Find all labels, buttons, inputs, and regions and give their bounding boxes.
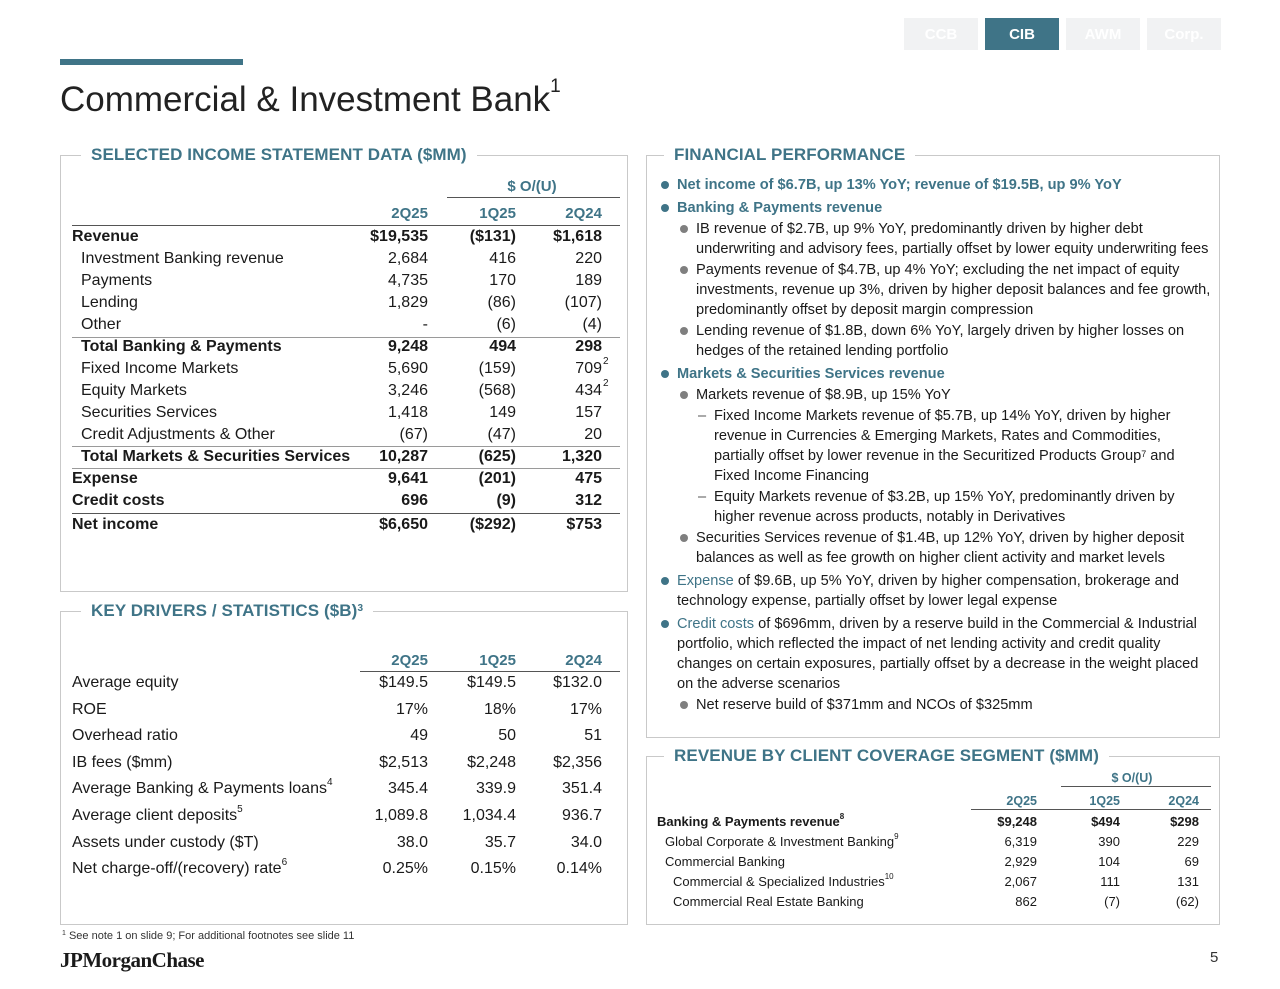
income-row-value: 220 <box>575 250 602 267</box>
income-row-value: (4) <box>582 316 602 333</box>
income-row <box>72 228 620 250</box>
income-statement-panel <box>60 145 628 592</box>
financial-performance-bullets <box>660 175 1212 715</box>
income-row-note: 2 <box>603 378 609 389</box>
driver-row <box>72 754 620 776</box>
driver-row-value: $2,248 <box>467 753 516 771</box>
page-title-note: 1 <box>550 76 561 97</box>
drivers-col-1q25: 1Q25 <box>479 652 516 669</box>
client-row-value: 131 <box>1177 874 1199 889</box>
client-row-label-text: Banking & Payments revenue <box>657 814 840 829</box>
client-row <box>657 834 1213 852</box>
fixed-income-text: Fixed Income Markets revenue of $5.7B, up 14% YoY, driven by higher revenue in Currencies & Emerging Markets, Rates and Commodities, partially offset by lower revenue in the Securitized Products Group <box>714 408 1171 464</box>
income-row <box>72 426 620 448</box>
driver-row <box>72 701 620 723</box>
income-row-value: 149 <box>489 404 516 421</box>
driver-row-value: $2,513 <box>379 753 428 771</box>
fixed-income-text-end: and Fixed Income Financing <box>714 448 1175 484</box>
driver-row-label <box>72 674 178 692</box>
income-row-label: Lending <box>81 294 138 311</box>
client-row-value: 6,319 <box>1004 834 1037 849</box>
bullet-equity-markets: – Equity Markets revenue of $3.2B, up 15% YoY, predominantly driven by higher revenue across products, notably in Derivatives <box>660 487 1212 527</box>
title-accent-bar <box>60 59 243 65</box>
expense-label: Expense <box>677 573 734 589</box>
client-row-label-text: Commercial Real Estate Banking <box>673 894 864 909</box>
driver-row-value: 1,089.8 <box>374 807 428 824</box>
income-statement-heading: SELECTED INCOME STATEMENT DATA ($MM) <box>81 145 477 165</box>
income-row-label: Securities Services <box>81 404 218 421</box>
income-row-value: (67) <box>399 426 428 443</box>
driver-row-value: $2,356 <box>553 753 602 771</box>
driver-row-note: 5 <box>237 804 243 815</box>
income-row-label: Payments <box>81 272 153 289</box>
income-row-value: 9,641 <box>387 470 428 487</box>
income-statement-table <box>72 176 620 546</box>
tab-awm[interactable]: AWM <box>1066 18 1140 50</box>
driver-row <box>72 834 620 856</box>
income-row <box>72 516 620 538</box>
income-row <box>72 356 620 382</box>
income-header-rule <box>72 225 620 226</box>
income-row-value: (9) <box>496 492 516 509</box>
driver-row-value: 49 <box>410 727 428 745</box>
client-row-label-text: Commercial & Specialized Industries <box>673 874 885 889</box>
income-row-value: 5,690 <box>387 360 428 377</box>
driver-row-label-text: Average equity <box>72 674 179 691</box>
income-row <box>72 378 620 404</box>
income-row-value: 709 <box>575 360 602 377</box>
tab-corp[interactable]: Corp. <box>1147 18 1221 50</box>
key-drivers-table <box>72 650 620 920</box>
client-row-value: 111 <box>1100 874 1120 889</box>
tab-cib[interactable]: CIB <box>985 18 1059 50</box>
income-row-value: (86) <box>487 294 516 311</box>
page-title <box>60 76 561 120</box>
income-row-value: 2,684 <box>387 250 428 267</box>
credit-costs-text: of $696mm, driven by a reserve build in the Commercial & Industrial portfolio, which reflected the impact of net lending activity and credit quality changes on certain exposures, partially offset by a decrease in the weight placed on the adverse scenarios <box>677 616 1199 692</box>
driver-row-value: 50 <box>498 727 516 745</box>
bullet-credit-costs <box>660 614 1212 694</box>
income-row-value: (47) <box>487 426 516 443</box>
page-title-text: Commercial & Investment Bank <box>60 80 551 119</box>
income-row <box>72 316 620 338</box>
client-row-value: 69 <box>1184 854 1199 869</box>
driver-row-value: 0.14% <box>556 860 602 878</box>
driver-row <box>72 857 620 882</box>
client-row <box>657 874 1213 892</box>
bullet-banking-payments: Banking & Payments revenue <box>660 198 1212 218</box>
driver-row <box>72 777 620 802</box>
bullet-markets-securities: Markets & Securities Services revenue <box>660 364 1212 384</box>
income-group-header: $ O/(U) <box>507 178 557 195</box>
client-row <box>657 894 1213 912</box>
income-row-value: 434 <box>575 382 602 399</box>
client-row-value: $494 <box>1091 814 1120 829</box>
bullet-lending-revenue: Lending revenue of $1.8B, down 6% YoY, largely driven by higher losses on hedges of the retained lending portfolio <box>660 321 1212 361</box>
driver-row-value: 936.7 <box>561 807 602 824</box>
client-row-value: (62) <box>1175 894 1199 909</box>
bullet-expense <box>660 571 1212 611</box>
client-coverage-panel <box>646 746 1220 925</box>
income-row-label: Total Banking & Payments <box>81 338 282 355</box>
income-group-rule <box>447 197 620 198</box>
income-row-value: ($292) <box>469 516 516 533</box>
key-drivers-heading-note: 3 <box>357 603 364 614</box>
bullet-payments-revenue: Payments revenue of $4.7B, up 4% YoY; excluding the net impact of equity investments, revenue up 3%, driven by higher deposit balances and fee growth, predominantly offset by deposit margin compression <box>660 260 1212 320</box>
driver-row <box>72 674 620 696</box>
tab-ccb[interactable]: CCB <box>904 18 978 50</box>
income-row <box>72 338 620 360</box>
driver-row-value: $132.0 <box>553 674 602 691</box>
driver-row-value: 0.25% <box>382 860 428 878</box>
income-row-label: Fixed Income Markets <box>81 360 239 377</box>
income-row-label: Other <box>81 316 122 333</box>
bullet-ib-revenue: IB revenue of $2.7B, up 9% YoY, predominantly driven by higher debt underwriting and advisory fees, partially offset by lower equity underwriting fees <box>660 219 1212 259</box>
client-row-note: 9 <box>894 832 899 841</box>
client-row-label <box>673 874 894 889</box>
driver-row <box>72 727 620 749</box>
driver-row-value: $149.5 <box>379 674 428 691</box>
income-row <box>72 492 620 514</box>
driver-row-label-text: Average client deposits <box>72 807 238 824</box>
driver-row-value: 35.7 <box>484 833 516 851</box>
income-row-value: 1,320 <box>561 448 602 465</box>
income-row-value: 189 <box>575 272 602 289</box>
driver-row-value: 17% <box>569 700 602 718</box>
page-number: 5 <box>1210 949 1219 966</box>
client-row-value: 229 <box>1177 834 1199 849</box>
income-row <box>72 470 620 492</box>
income-row <box>72 272 620 294</box>
expense-text: of $9.6B, up 5% YoY, driven by higher compensation, brokerage and technology expense, partially offset by lower legal expense <box>677 573 1179 609</box>
income-rule-banking <box>72 337 620 338</box>
key-drivers-heading <box>81 601 373 621</box>
income-rule-total <box>72 468 620 469</box>
fixed-income-note: 7 <box>1141 449 1147 459</box>
bullet-markets-revenue: Markets revenue of $8.9B, up 15% YoY <box>660 385 1212 405</box>
bullet-fixed-income <box>660 406 1212 486</box>
driver-row-label <box>72 777 333 798</box>
bullet-securities-services: Securities Services revenue of $1.4B, up 12% YoY, driven by higher deposit balances as well as fee growth on higher client activity and market levels <box>660 528 1212 568</box>
drivers-col-2q25: 2Q25 <box>391 652 428 669</box>
driver-row-value: 345.4 <box>387 780 428 798</box>
bullet-net-income: Net income of $6.7B, up 13% YoY; revenue of $19.5B, up 9% YoY <box>660 175 1212 195</box>
income-row-value: $19,535 <box>370 228 428 245</box>
client-col-2q25: 2Q25 <box>1006 794 1037 808</box>
driver-row-value: 38.0 <box>396 833 428 851</box>
income-row-value: 475 <box>575 470 602 487</box>
income-rule-markets <box>72 446 620 447</box>
client-row-note: 8 <box>839 812 845 821</box>
driver-row-label-text: Average Banking & Payments loans <box>72 780 327 798</box>
income-row-label: Equity Markets <box>81 382 187 399</box>
income-row-label: Expense <box>72 470 138 487</box>
income-col-2q24: 2Q24 <box>565 205 602 222</box>
income-row-value: (107) <box>564 294 602 311</box>
driver-row-value: 51 <box>584 727 602 745</box>
income-rule-net <box>72 513 620 514</box>
client-group-header: $ O/(U) <box>1111 771 1153 785</box>
client-coverage-heading: REVENUE BY CLIENT COVERAGE SEGMENT ($MM) <box>664 746 1109 766</box>
income-row <box>72 294 620 316</box>
income-row-value: (6) <box>496 316 516 333</box>
client-row-label <box>673 894 864 909</box>
income-row <box>72 404 620 426</box>
driver-row-label <box>72 727 178 745</box>
client-group-rule <box>1061 786 1211 787</box>
driver-row-note: 6 <box>281 857 288 869</box>
income-row-value: 10,287 <box>379 448 428 465</box>
driver-row-value: $149.5 <box>467 674 516 691</box>
driver-row-value: 18% <box>483 700 516 718</box>
income-row-value: (625) <box>478 448 516 465</box>
driver-row-label <box>72 834 259 852</box>
driver-row-label-text: IB fees ($mm) <box>72 753 173 771</box>
drivers-header-rule <box>360 671 620 672</box>
income-col-2q25: 2Q25 <box>391 205 428 222</box>
client-header-rule <box>971 809 1211 810</box>
financial-performance-heading: FINANCIAL PERFORMANCE <box>664 145 915 165</box>
company-logo: JPMorganChase <box>60 948 204 972</box>
footnote-mark: 1 <box>62 930 66 937</box>
income-row <box>72 448 620 470</box>
client-row <box>657 854 1213 872</box>
income-row-value: 170 <box>489 272 516 289</box>
income-row-value: 1,829 <box>387 294 428 311</box>
bullet-net-reserve: Net reserve build of $371mm and NCOs of $325mm <box>660 695 1212 715</box>
key-drivers-heading-text: KEY DRIVERS / STATISTICS ($B) <box>91 601 358 620</box>
income-row-label: Credit costs <box>72 492 165 509</box>
client-col-1q25: 1Q25 <box>1089 794 1120 808</box>
client-row-value: (7) <box>1104 894 1120 909</box>
key-drivers-panel <box>60 601 628 925</box>
income-row-value: $6,650 <box>379 516 428 533</box>
income-row-value: 3,246 <box>387 382 428 399</box>
driver-row-label-text: Net charge-off/(recovery) rate <box>72 860 282 878</box>
driver-row-label <box>72 804 243 825</box>
driver-row-label <box>72 754 172 772</box>
driver-row-value: 17% <box>395 700 428 718</box>
driver-row-label-text: Overhead ratio <box>72 727 178 745</box>
income-row-value: 696 <box>401 492 428 509</box>
income-row-label: Credit Adjustments & Other <box>81 426 275 443</box>
drivers-col-2q24: 2Q24 <box>565 652 602 669</box>
income-row-value: 1,418 <box>387 404 428 421</box>
income-row-value: (159) <box>478 360 516 377</box>
income-row-label: Net income <box>72 516 159 533</box>
income-row-value: 416 <box>489 250 516 267</box>
income-row-value: 298 <box>575 338 602 355</box>
client-row-label-text: Global Corporate & Investment Banking <box>665 834 895 849</box>
income-row-value: - <box>422 316 428 333</box>
client-row-value: $9,248 <box>997 814 1037 829</box>
client-row-value: 862 <box>1015 894 1037 909</box>
income-row-value: 4,735 <box>387 272 428 289</box>
client-col-2q24: 2Q24 <box>1168 794 1199 808</box>
income-row-value: 494 <box>489 338 516 355</box>
income-row-value: 20 <box>584 426 602 443</box>
client-coverage-table <box>657 769 1213 919</box>
client-row-value: 2,929 <box>1004 854 1037 869</box>
income-row-label: Investment Banking revenue <box>81 250 284 267</box>
client-row-value: $298 <box>1170 814 1199 829</box>
income-row-label: Total Markets & Securities Services <box>81 448 351 465</box>
segment-tabs <box>904 18 1221 50</box>
driver-row-label-text: Assets under custody ($T) <box>72 833 259 851</box>
client-row-label-text: Commercial Banking <box>665 854 785 869</box>
client-row-label <box>665 854 785 869</box>
income-row-value: ($131) <box>469 228 516 245</box>
income-row-value: $1,618 <box>553 228 602 245</box>
income-row <box>72 250 620 272</box>
driver-row-value: 34.0 <box>570 833 602 851</box>
client-row-value: 104 <box>1098 854 1120 869</box>
driver-row-label <box>72 701 107 719</box>
client-row-value: 390 <box>1098 834 1120 849</box>
client-row-value: 2,067 <box>1004 874 1037 889</box>
income-row-value: $753 <box>566 516 602 533</box>
footnote-text: See note 1 on slide 9; For additional footnotes see slide 11 <box>68 930 355 942</box>
driver-row-value: 1,034.4 <box>462 807 516 824</box>
income-col-1q25: 1Q25 <box>479 205 516 222</box>
driver-row-value: 0.15% <box>470 860 516 878</box>
client-row-label <box>657 814 844 829</box>
driver-row <box>72 804 620 829</box>
income-row-value: 157 <box>575 404 602 421</box>
income-row-value: (568) <box>478 382 516 399</box>
driver-row-label-text: ROE <box>72 700 107 718</box>
driver-row-value: 339.9 <box>475 780 516 798</box>
income-row-label: Revenue <box>72 228 139 245</box>
footnote <box>62 930 354 942</box>
driver-row-note: 4 <box>326 777 333 789</box>
income-row-value: 9,248 <box>387 338 428 355</box>
driver-row-value: 351.4 <box>561 780 602 798</box>
driver-row-label <box>72 857 288 878</box>
client-row <box>657 814 1213 832</box>
client-row-note: 10 <box>884 872 894 881</box>
client-row-label <box>665 834 899 849</box>
income-row-note: 2 <box>603 356 609 367</box>
credit-costs-label: Credit costs <box>677 616 755 632</box>
income-row-value: (201) <box>478 470 516 487</box>
income-row-value: 312 <box>575 492 602 509</box>
